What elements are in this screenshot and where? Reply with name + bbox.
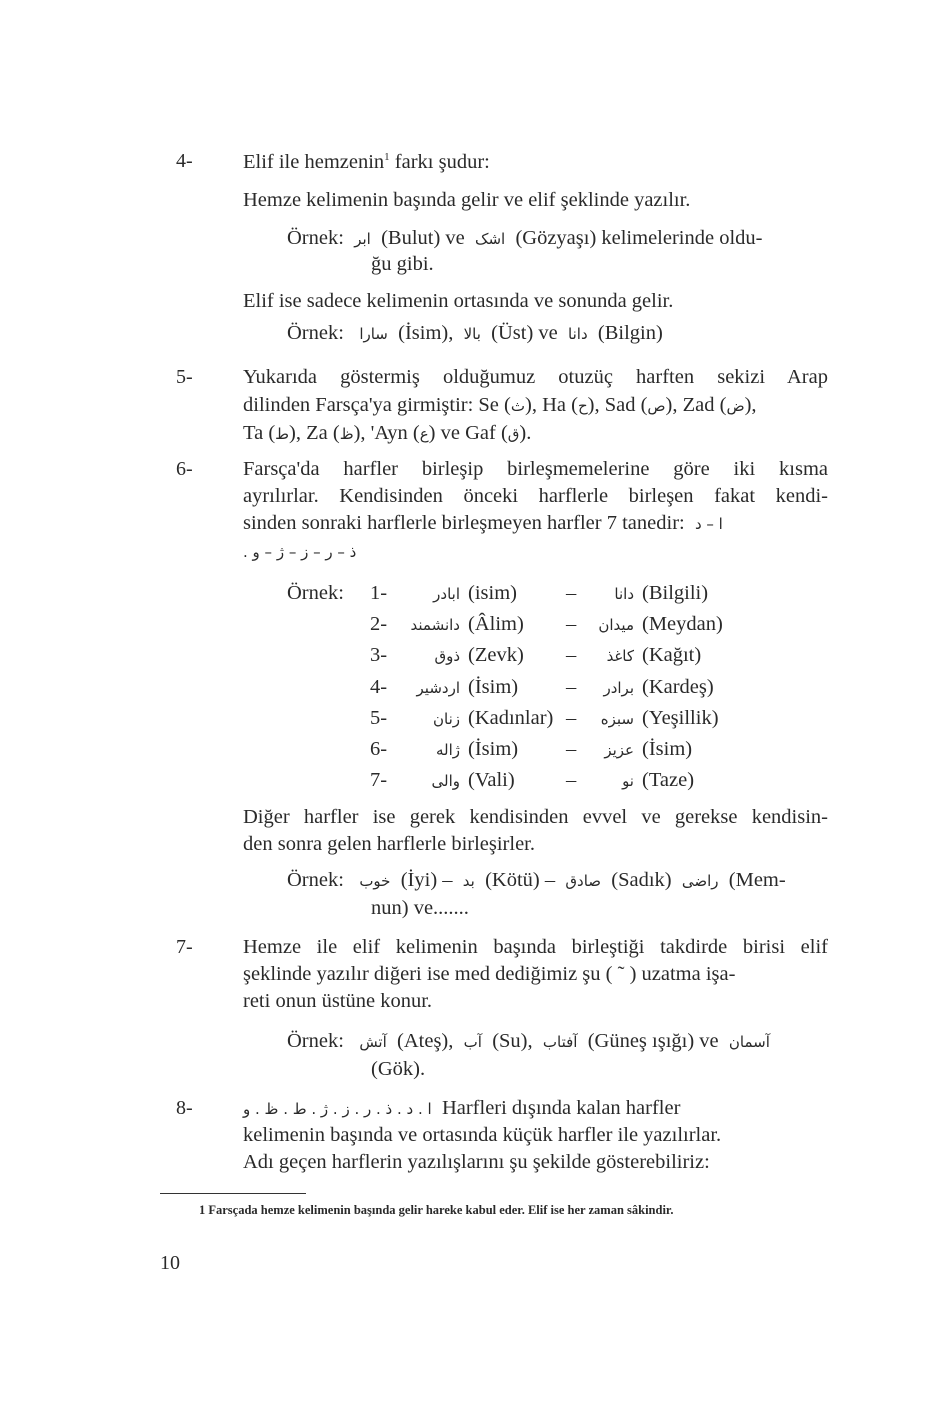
section-6-para-2-line-1: Diğer harfler ise gerek kendisinden evvel ve gerekse kendisin-: [243, 806, 828, 828]
arabic-word: بالا: [463, 325, 481, 343]
section-7-example-cont: (Gök).: [371, 1058, 426, 1080]
section-8-line-1: ا . د . ذ . ر . ز . ژ . ط . ظ . و Harfleri dışında kalan harfler: [243, 1097, 681, 1119]
section-8-line-3: Adı geçen harflerin yazılışlarını şu şekilde gösterebiliriz:: [243, 1151, 710, 1173]
example-meaning: (Âlim): [468, 613, 524, 636]
section-6-example-2: Örnek: خوب (İyi) – بد (Kötü) – صادق (Sadık) راضی (Mem-: [287, 869, 786, 891]
example-meaning: (İsim): [642, 738, 693, 760]
footnote-ref: 1: [384, 151, 390, 164]
example-number: 2-: [370, 613, 388, 636]
example-number: 1-: [370, 582, 388, 604]
example-meaning: (Zevk): [468, 644, 524, 667]
arabic-word: عزیز: [604, 741, 634, 759]
section-6-example-2-cont: nun) ve.......: [371, 897, 469, 919]
arabic-word: ژاله: [435, 741, 460, 759]
arabic-word: دانا: [568, 325, 588, 343]
example-number: 5-: [370, 706, 388, 729]
arabic-word: راضی: [681, 872, 719, 890]
dash-separator: –: [566, 675, 577, 698]
arabic-word: آب: [463, 1033, 482, 1051]
arabic-word: خوب: [359, 872, 391, 890]
section-4-example-1-cont: ğu gibi.: [371, 253, 434, 275]
example-row: [370, 613, 723, 636]
arabic-word: میدان: [598, 616, 634, 635]
example-row: [370, 644, 701, 667]
arabic-word: دانا: [614, 585, 634, 603]
arabic-word: دانشمند: [410, 616, 460, 635]
section-5-line-1: Yukarıda göstermiş olduğumuz otuzüç harften sekizi Arap: [243, 366, 828, 388]
footnote-rule: [160, 1193, 306, 1194]
section-number-5: 5-: [176, 366, 193, 388]
section-4-line-1: Elif ile hemzenin$^1$ farkı şudur:: [243, 151, 490, 173]
example-number: 3-: [370, 644, 388, 667]
example-meaning: (Taze): [642, 769, 695, 792]
section-6-line-2: ayrılırlar. Kendisinden önceki harflerle birleşen fakat kendi-: [243, 485, 828, 507]
arabic-word: ابادر: [433, 585, 460, 603]
dash-separator: –: [566, 582, 577, 604]
dash-separator: –: [566, 706, 577, 729]
footnote: 1 Farsçada hemze kelimenin başında gelir hareke kabul eder. Elif ise her zaman sâkindir.: [199, 1203, 674, 1217]
section-number-6: 6-: [176, 458, 193, 480]
section-7-example: Örnek: آتش (Ateş), آب (Su), آفتاب (Güneş ışığı) ve آسمان: [287, 1030, 770, 1052]
arabic-word: آتش: [359, 1033, 387, 1051]
example-meaning: (Meydan): [642, 613, 723, 636]
page-number: 10: [160, 1252, 180, 1274]
section-5-line-3: Ta (ط), Za (ظ), 'Ayn (ع) ve Gaf (ق).: [243, 422, 532, 444]
example-row: [370, 738, 692, 761]
arabic-word: آسمان: [728, 1033, 770, 1051]
example-meaning: (Bilgili): [642, 582, 709, 604]
arabic-word: سارا: [359, 325, 388, 343]
section-7-line-1: Hemze ile elif kelimenin başında birleştiği takdirde birisi elif: [243, 936, 828, 958]
section-6-para-2-line-2: den sonra gelen harflerle birleşirler.: [243, 833, 535, 855]
section-4-example-1: Örnek: ابر (Bulut) ve اشک (Gözyaşı) kelimelerinde oldu-: [287, 227, 763, 249]
arabic-word: بد: [462, 872, 475, 890]
arabic-word: ذوق: [434, 647, 460, 666]
section-7-line-2: şeklinde yazılır diğeri ise med dediğimiz şu ( ˜ ) uzatma işa-: [243, 963, 736, 985]
example-meaning: (isim): [468, 582, 517, 604]
dash-separator: –: [566, 738, 577, 760]
arabic-letters: ا – د: [694, 515, 723, 533]
section-number-4: 4-: [176, 150, 193, 172]
section-number-8: 8-: [176, 1097, 193, 1119]
arabic-word: کاغذ: [606, 647, 634, 666]
arabic-word: صادق: [565, 872, 601, 890]
example-meaning: (İsim): [468, 675, 519, 698]
arabic-letters: ذ – ر – ز – ژ – و .: [243, 543, 357, 561]
arabic-letters: ا . د . ذ . ر . ز . ژ . ط . ظ . و: [243, 1100, 432, 1118]
section-8-line-2: kelimenin başında ve ortasında küçük harfler ile yazılırlar.: [243, 1124, 722, 1146]
arabic-word: نو: [622, 772, 634, 791]
example-row: [370, 769, 694, 792]
arabic-word: زنان: [432, 709, 460, 728]
example-label: Örnek:: [287, 582, 344, 604]
example-meaning: (İsim): [468, 738, 519, 760]
section-6-line-4: [243, 540, 356, 563]
section-4-line-2: Hemze kelimenin başında gelir ve elif şeklinde yazılır.: [243, 189, 691, 211]
section-4-line-3: Elif ise sadece kelimenin ortasında ve sonunda gelir.: [243, 290, 674, 312]
example-meaning: (Kağıt): [642, 644, 702, 667]
example-number: 4-: [370, 675, 388, 698]
dash-separator: –: [566, 644, 577, 667]
section-5-line-2: dilinden Farsça'ya girmiştir: Se (ث), Ha (ح), Sad (ص), Zad (ض),: [243, 394, 757, 416]
example-number: 7-: [370, 769, 388, 792]
arabic-word: والی: [431, 772, 460, 791]
example-row: [370, 676, 714, 699]
arabic-word: اردشیر: [416, 678, 460, 697]
section-6-line-3: sinden sonraki harflerle birleşmeyen harfler 7 tanedir: ا – د: [243, 512, 723, 534]
example-row: [370, 707, 719, 730]
example-meaning: (Kadınlar): [468, 706, 554, 729]
section-4-example-2: Örnek: سارا (İsim), بالا (Üst) ve دانا (Bilgin): [287, 322, 663, 344]
arabic-word: اشک: [475, 230, 506, 248]
section-7-line-3: reti onun üstüne konur.: [243, 990, 433, 1012]
example-number: 6-: [370, 738, 388, 760]
arabic-word: برادر: [603, 678, 634, 697]
dash-separator: –: [566, 769, 577, 792]
dash-separator: –: [566, 613, 577, 636]
section-6-line-1: Farsça'da harfler birleşip birleşmemelerine göre iki kısma: [243, 458, 828, 480]
arabic-word: ابر: [354, 230, 371, 248]
madda-symbol: ˜: [617, 963, 625, 985]
arabic-word: سبزه: [600, 709, 634, 728]
example-meaning: (Kardeş): [642, 675, 714, 698]
example-row: [370, 582, 708, 605]
section-number-7: 7-: [176, 936, 193, 958]
arabic-word: آفتاب: [542, 1033, 578, 1051]
example-meaning: (Yeşillik): [642, 706, 719, 729]
example-meaning: (Vali): [468, 769, 515, 792]
